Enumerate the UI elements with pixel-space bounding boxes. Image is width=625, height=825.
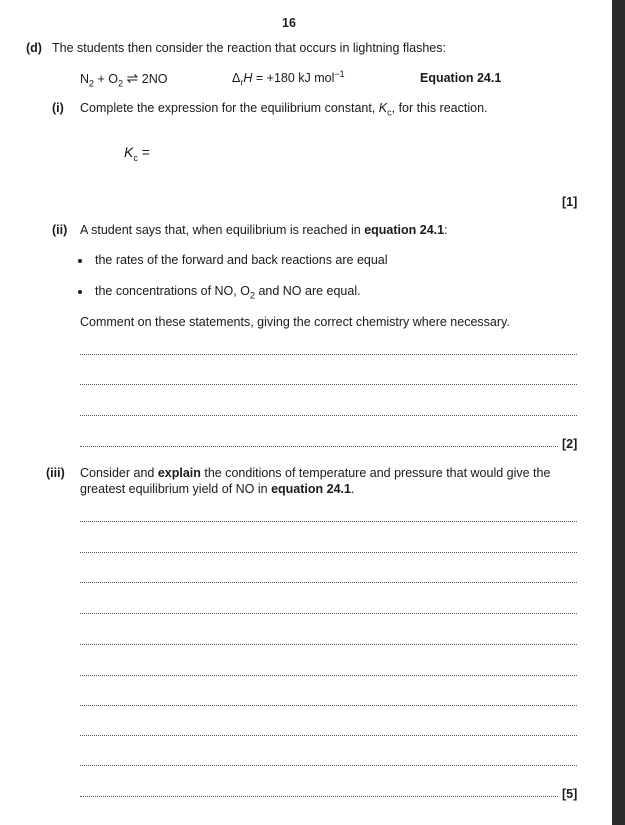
part-iii-line2-end: . (350, 482, 355, 496)
kc-subscript: c (133, 152, 138, 163)
answer-line[interactable] (80, 353, 577, 355)
equation-label: Equation 24.1 (420, 71, 502, 85)
enthalpy-value: = +180 kJ mol (255, 71, 335, 85)
part-iii-label: (iii) (46, 466, 65, 480)
part-i-prompt-end: , for this reaction. (391, 101, 488, 115)
page-number: 16 (282, 16, 296, 30)
part-d-label: (d) (26, 41, 42, 55)
part-i-prompt-start: Complete the expression for the equilibrium constant, (80, 101, 379, 115)
part-ii-prompt-bold: equation 24.1 (364, 223, 445, 237)
bullet-2-subscript: 2 (249, 290, 255, 301)
part-ii-label: (ii) (52, 223, 68, 237)
answer-line[interactable] (80, 734, 577, 736)
part-iii-line1-start: Consider and (80, 466, 158, 480)
bullet-2-end: and NO are equal. (254, 284, 361, 298)
part-d-intro: The students then consider the reaction that occurs in lightning flashes: (52, 41, 446, 55)
answer-line[interactable] (80, 704, 577, 706)
part-ii-prompt-start: A student says that, when equilibrium is reached in (80, 223, 365, 237)
part-ii-comment: Comment on these statements, giving the correct chemistry where necessary. (80, 315, 510, 329)
answer-line[interactable] (80, 795, 558, 797)
part-iii-line2 (80, 482, 354, 497)
kc-sub-inline: c (387, 107, 392, 118)
reaction-equation (80, 71, 167, 87)
part-iii-line1 (80, 466, 550, 481)
part-iii-marks: [5] (562, 787, 578, 801)
o2-symbol: + O (97, 72, 119, 86)
bullet-2-text (95, 284, 361, 299)
product-2no: 2NO (141, 72, 168, 86)
enthalpy-change (232, 68, 345, 88)
answer-line[interactable] (80, 674, 577, 676)
n2-symbol: N (80, 72, 90, 86)
enthalpy-H: H (243, 71, 253, 85)
part-i-marks: [1] (562, 195, 578, 209)
answer-line[interactable] (80, 414, 577, 416)
part-i-prompt (80, 101, 488, 116)
kc-equals: = (141, 144, 150, 160)
delta-subscript: r (240, 77, 244, 88)
bullet-icon (78, 290, 82, 294)
enthalpy-exponent: −1 (334, 68, 345, 79)
answer-line[interactable] (80, 520, 577, 522)
n2-subscript: 2 (89, 78, 95, 89)
bullet-icon (78, 259, 82, 263)
answer-line[interactable] (80, 764, 577, 766)
equilibrium-arrow-icon: ⇌ (126, 70, 139, 86)
answer-line[interactable] (80, 612, 577, 614)
part-i-label: (i) (52, 101, 64, 115)
part-ii-marks: [2] (562, 437, 578, 451)
answer-line[interactable] (80, 581, 577, 583)
answer-line[interactable] (80, 643, 577, 645)
bullet-1-text: the rates of the forward and back reactions are equal (95, 253, 388, 267)
kc-K: K (124, 144, 134, 160)
answer-line[interactable] (80, 551, 577, 553)
part-iii-line2-bold: equation 24.1 (271, 482, 351, 496)
part-iii-line1-end: the conditions of temperature and pressure that would give the (200, 466, 551, 480)
part-iii-line1-bold: explain (157, 466, 201, 480)
kc-K-inline: K (378, 101, 388, 115)
answer-line[interactable] (80, 383, 577, 385)
part-ii-prompt-end: : (444, 223, 448, 237)
o2-subscript: 2 (118, 78, 124, 89)
kc-expression[interactable] (124, 144, 150, 163)
part-ii-prompt (80, 223, 448, 238)
part-iii-line2-start: greatest equilibrium yield of NO in (80, 482, 272, 496)
answer-line[interactable] (80, 445, 558, 447)
bullet-2-start: the concentrations of NO, O (95, 284, 250, 298)
delta-symbol: Δ (232, 71, 241, 85)
